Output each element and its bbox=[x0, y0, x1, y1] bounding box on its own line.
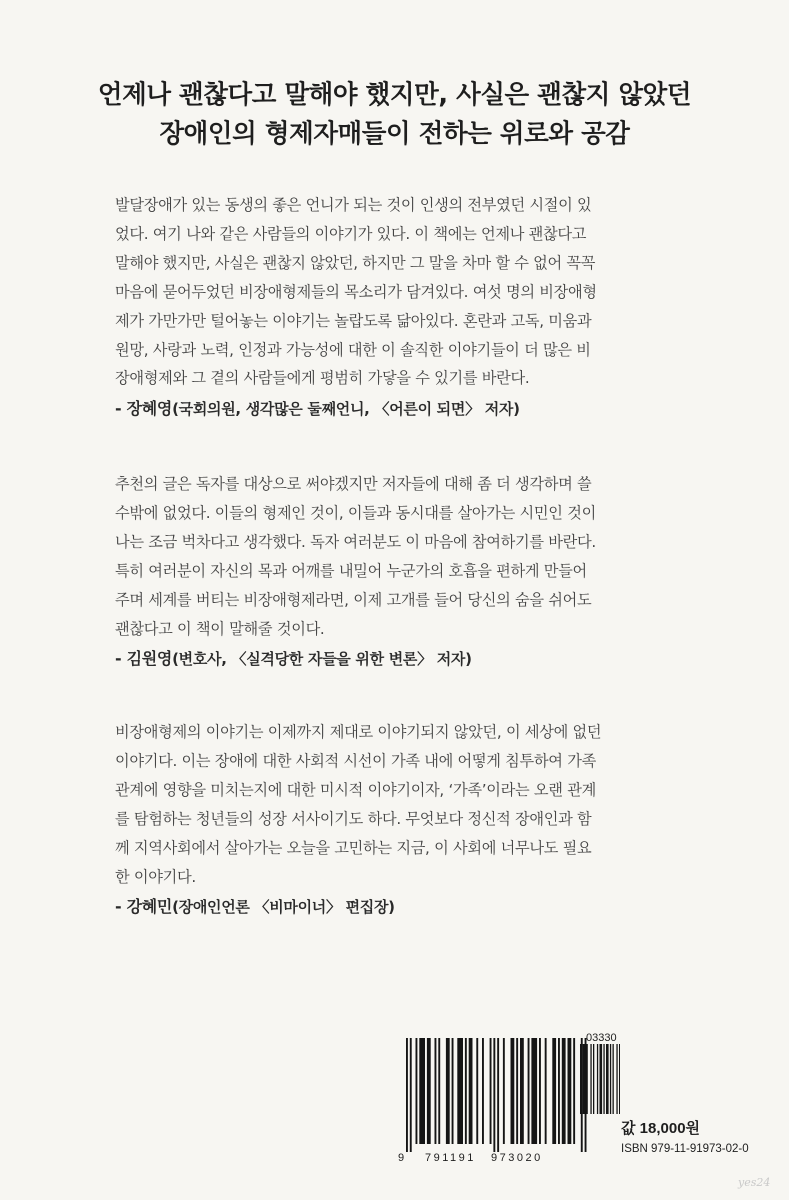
blurb-line: 이야기다. 이는 장애에 대한 사회적 시선이 가족 내에 어떻게 침투하여 가족 bbox=[115, 751, 596, 770]
barcode-lead-digit: 9 bbox=[398, 1152, 405, 1164]
attribution-name: - 강혜민 bbox=[115, 897, 173, 917]
blurb-attribution bbox=[115, 645, 727, 673]
blurb-line: 장애형제와 그 곁의 사람들에게 평범히 가닿을 수 있기를 바란다. bbox=[115, 369, 530, 388]
barcode-left-digits: 791191 bbox=[425, 1152, 476, 1164]
blurb-line: 한 이야기다. bbox=[115, 867, 196, 886]
blurb-line: 마음에 묻어두었던 비장애형제들의 목소리가 담겨있다. 여섯 명의 비장애형 bbox=[115, 282, 597, 301]
attribution-detail: (장애인언론 〈비마이너〉 편집장) bbox=[172, 898, 395, 917]
blurb-line: 주며 세계를 버티는 비장애형제라면, 이제 고개를 들어 당신의 숨을 쉬어도 bbox=[115, 590, 592, 609]
isbn-barcode bbox=[392, 1038, 620, 1164]
price: 값 18,000원 bbox=[621, 1120, 701, 1137]
blurb-line: 를 탐험하는 청년들의 성장 서사이기도 하다. 무엇보다 정신적 장애인과 함 bbox=[115, 809, 592, 828]
barcode-icon bbox=[392, 1038, 620, 1160]
watermark: yes24 bbox=[738, 1176, 771, 1189]
isbn-number: ISBN 979-11-91973-02-0 bbox=[621, 1143, 749, 1155]
blurb-line: 수밖에 없었다. 이들의 형제인 것이, 이들과 동시대를 살아가는 시민인 것이 bbox=[115, 503, 596, 522]
blurb-2 bbox=[115, 470, 727, 673]
blurb-line: 나는 조금 벅차다고 생각했다. 독자 여러분도 이 마음에 참여하기를 바란다. bbox=[115, 532, 596, 551]
blurb-line: 괜찮다고 이 책이 말해줄 것이다. bbox=[115, 619, 325, 638]
attribution-detail: (변호사, 〈실격당한 자들을 위한 변론〉 저자) bbox=[172, 650, 472, 669]
blurb-line: 추천의 글은 독자를 대상으로 써야겠지만 저자들에 대해 좀 더 생각하며 쓸 bbox=[115, 475, 592, 493]
blurb-attribution bbox=[115, 395, 727, 423]
attribution-detail: (국회의원, 생각많은 둘째언니, 〈어른이 되면〉 저자) bbox=[172, 400, 520, 419]
blurb-line: 었다. 여기 나와 같은 사람들의 이야기가 있다. 이 책에는 언제나 괜찮다고 bbox=[115, 224, 587, 243]
blurb-attribution bbox=[115, 893, 727, 921]
blurb-line: 관계에 영향을 미치는지에 대한 미시적 이야기이자, ‘가족’이라는 오랜 관계 bbox=[115, 780, 596, 799]
blurb-line: 말해야 했지만, 사실은 괜찮지 않았던, 하지만 그 말을 차마 할 수 없어 꼭꼭 bbox=[115, 253, 596, 272]
headline-line-2: 장애인의 형제자매들이 전하는 위로와 공감 bbox=[159, 119, 630, 149]
barcode-addon-code: 03330 bbox=[586, 1032, 617, 1044]
blurb-line: 께 지역사회에서 살아가는 오늘을 고민하는 지금, 이 사회에 너무나도 필요 bbox=[115, 838, 592, 857]
attribution-name: - 김원영 bbox=[115, 649, 173, 669]
blurb-1 bbox=[115, 191, 727, 423]
barcode-right-digits: 973020 bbox=[491, 1152, 543, 1164]
blurb-line: 특히 여러분이 자신의 목과 어깨를 내밀어 누군가의 호흡을 편하게 만들어 bbox=[115, 561, 587, 580]
blurb-line: 원망, 사랑과 노력, 인정과 가능성에 대한 이 솔직한 이야기들이 더 많은 비 bbox=[115, 340, 591, 359]
attribution-name: - 장혜영 bbox=[115, 399, 173, 419]
blurb-line: 제가 가만가만 털어놓는 이야기는 놀랍도록 닮아있다. 혼란과 고독, 미움과 bbox=[115, 311, 592, 330]
blurb-line: 발달장애가 있는 동생의 좋은 언니가 되는 것이 인생의 전부였던 시절이 있 bbox=[115, 196, 592, 214]
headline bbox=[0, 76, 789, 154]
blurb-line: 비장애형제의 이야기는 이제까지 제대로 이야기되지 않았던, 이 세상에 없던 bbox=[115, 723, 602, 741]
headline-line-1: 언제나 괜찮다고 말해야 했지만, 사실은 괜찮지 않았던 bbox=[97, 80, 692, 110]
blurb-3 bbox=[115, 718, 727, 921]
